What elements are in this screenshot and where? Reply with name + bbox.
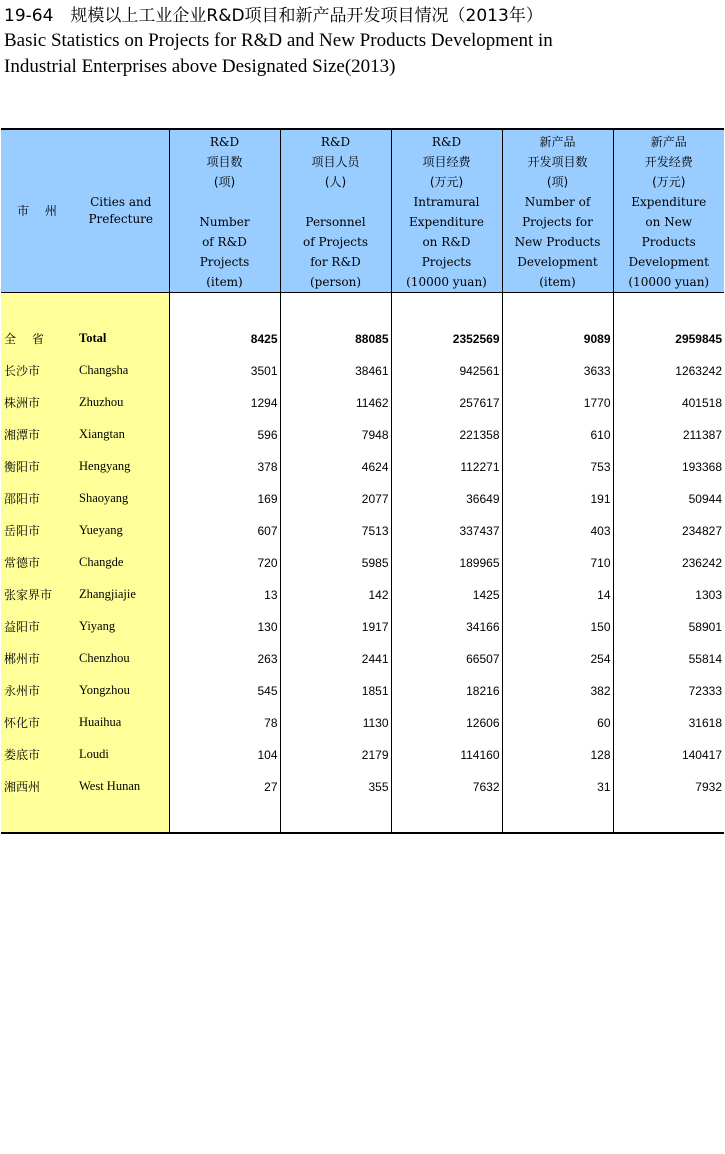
value-cell: 142	[280, 579, 391, 611]
value-cell: 403	[502, 515, 613, 547]
table-row	[1, 483, 724, 515]
area-name-cn: 郴州市	[4, 652, 41, 666]
table-body	[1, 293, 724, 833]
value-cell: 88085	[280, 323, 391, 355]
header-column-line: (person)	[310, 275, 361, 289]
header-column-line: (万元)	[652, 175, 686, 189]
area-name-en: Huaihua	[79, 715, 122, 729]
value-cell: 58901	[613, 611, 724, 643]
header-column-line: on R&D	[422, 235, 471, 249]
value-cell: 189965	[391, 547, 502, 579]
value-cell: 169	[169, 483, 280, 515]
value-cell: 1303	[613, 579, 724, 611]
value-cell: 60	[502, 707, 613, 739]
value-cell: 610	[502, 419, 613, 451]
header-row	[1, 129, 724, 293]
area-cell	[1, 707, 169, 739]
value-cell: 14	[502, 579, 613, 611]
header-area-en	[77, 194, 169, 228]
title-chinese: 19-64 规模以上工业企业R&D项目和新产品开发项目情况（2013年）	[4, 6, 543, 26]
value-cell: 11462	[280, 387, 391, 419]
header-area-cn: 市 州	[17, 204, 63, 218]
table-row	[1, 547, 724, 579]
header-area-en-line: Prefecture	[88, 212, 154, 226]
value-cell: 34166	[391, 611, 502, 643]
area-name-cn: 长沙市	[4, 364, 41, 378]
value-cell: 7948	[280, 419, 391, 451]
value-cell: 942561	[391, 355, 502, 387]
header-column-line: (item)	[539, 275, 576, 289]
value-cell: 382	[502, 675, 613, 707]
header-column-line: 开发经费	[644, 155, 693, 169]
area-cell	[1, 515, 169, 547]
value-cell: 128	[502, 739, 613, 771]
total-row	[1, 323, 724, 355]
header-column-line: Development	[628, 255, 709, 269]
area-name-cn: 株洲市	[4, 396, 41, 410]
header-column-line: Personnel	[305, 215, 366, 229]
area-name-cn: 娄底市	[4, 748, 41, 762]
area-name-cn: 张家界市	[4, 588, 53, 602]
value-cell: 607	[169, 515, 280, 547]
header-column-line: for R&D	[310, 255, 361, 269]
area-name-cn: 衡阳市	[4, 460, 41, 474]
area-name-en: Hengyang	[79, 459, 131, 473]
area-name-en: Chenzhou	[79, 651, 130, 665]
value-cell: 545	[169, 675, 280, 707]
value-cell: 7932	[613, 771, 724, 803]
value-cell: 9089	[502, 323, 613, 355]
header-column-line: (10000 yuan)	[406, 275, 487, 289]
value-cell: 1917	[280, 611, 391, 643]
header-column-line: (人)	[324, 175, 347, 189]
table-row	[1, 707, 724, 739]
header-column-line: of Projects	[302, 235, 369, 249]
area-name-en: Changsha	[79, 363, 129, 377]
value-cell: 236242	[613, 547, 724, 579]
value-cell: 66507	[391, 643, 502, 675]
header-column-line: Number of	[524, 195, 591, 209]
value-cell: 18216	[391, 675, 502, 707]
area-cell	[1, 643, 169, 675]
value-cell: 1130	[280, 707, 391, 739]
value-cell: 720	[169, 547, 280, 579]
table-row	[1, 579, 724, 611]
value-cell: 31618	[613, 707, 724, 739]
title-english-line-2: Industrial Enterprises above Designated Size(2013)	[4, 56, 396, 77]
value-cell: 55814	[613, 643, 724, 675]
area-name-cn: 湘潭市	[4, 428, 41, 442]
area-name-cn: 湘西州	[4, 780, 41, 794]
value-cell: 12606	[391, 707, 502, 739]
table-row	[1, 387, 724, 419]
value-cell: 211387	[613, 419, 724, 451]
area-name-cn: 全 省	[4, 332, 50, 346]
table-row	[1, 355, 724, 387]
area-name-en: Zhuzhou	[79, 395, 124, 409]
header-column-line: (项)	[546, 175, 569, 189]
value-cell: 191	[502, 483, 613, 515]
value-cell: 2179	[280, 739, 391, 771]
area-name-en: Shaoyang	[79, 491, 129, 505]
header-column-line	[281, 192, 391, 212]
header-column-line: (10000 yuan)	[628, 275, 710, 289]
title-block	[4, 4, 720, 80]
value-cell: 1770	[502, 387, 613, 419]
area-name-en: Yueyang	[79, 523, 123, 537]
value-cell: 3501	[169, 355, 280, 387]
value-cell: 1294	[169, 387, 280, 419]
value-cell: 1851	[280, 675, 391, 707]
header-column-line: 项目经费	[422, 155, 471, 169]
table-row	[1, 771, 724, 803]
spacer-row	[1, 293, 724, 323]
area-cell	[1, 419, 169, 451]
value-cell: 234827	[613, 515, 724, 547]
area-name-cn: 益阳市	[4, 620, 41, 634]
value-cell: 263	[169, 643, 280, 675]
header-column-line: on New	[645, 215, 693, 229]
area-cell	[1, 483, 169, 515]
table-row	[1, 419, 724, 451]
header-column-line: (万元)	[429, 175, 464, 189]
area-name-en: Changde	[79, 555, 124, 569]
area-cell	[1, 451, 169, 483]
value-cell: 50944	[613, 483, 724, 515]
value-cell: 221358	[391, 419, 502, 451]
value-cell: 3633	[502, 355, 613, 387]
header-column-line: 新产品	[650, 135, 687, 149]
area-name-cn: 永州市	[4, 684, 41, 698]
header-column-line: R&D	[431, 135, 462, 149]
value-cell: 337437	[391, 515, 502, 547]
area-name-en: Total	[79, 331, 107, 345]
table-row	[1, 739, 724, 771]
header-column-line: of R&D	[202, 235, 247, 249]
value-cell: 378	[169, 451, 280, 483]
value-cell: 1425	[391, 579, 502, 611]
header-column-5	[613, 129, 724, 293]
value-cell: 193368	[613, 451, 724, 483]
value-cell: 254	[502, 643, 613, 675]
value-cell: 150	[502, 611, 613, 643]
value-cell: 2441	[280, 643, 391, 675]
title-english-line-1: Basic Statistics on Projects for R&D and New Products Development in	[4, 30, 553, 51]
value-cell: 5985	[280, 547, 391, 579]
value-cell: 27	[169, 771, 280, 803]
table-row	[1, 611, 724, 643]
value-cell: 38461	[280, 355, 391, 387]
header-column-line: New Products	[514, 235, 601, 249]
table-row	[1, 515, 724, 547]
spacer-row	[1, 803, 724, 833]
area-name-en: Yiyang	[79, 619, 116, 633]
value-cell: 7632	[391, 771, 502, 803]
value-cell: 2959845	[613, 323, 724, 355]
area-name-cn: 岳阳市	[4, 524, 41, 538]
area-cell	[1, 771, 169, 803]
value-cell: 114160	[391, 739, 502, 771]
area-name-en: Zhangjiajie	[79, 587, 136, 601]
header-column-line: Projects for	[522, 215, 593, 229]
header-column-line: 项目人员	[311, 155, 360, 169]
area-name-cn: 常德市	[4, 556, 41, 570]
area-name-en: Yongzhou	[79, 683, 130, 697]
value-cell: 104	[169, 739, 280, 771]
area-cell	[1, 355, 169, 387]
header-area-en-line: Cities and	[90, 195, 152, 209]
header-column-line: (项)	[213, 175, 236, 189]
header-column-line: 新产品	[539, 135, 576, 149]
statistics-table	[1, 128, 724, 834]
area-name-en: Loudi	[79, 747, 109, 761]
value-cell: 596	[169, 419, 280, 451]
value-cell: 8425	[169, 323, 280, 355]
header-area	[1, 129, 169, 293]
value-cell: 7513	[280, 515, 391, 547]
header-column-4	[502, 129, 613, 293]
value-cell: 13	[169, 579, 280, 611]
area-name-cn: 怀化市	[4, 716, 41, 730]
table-row	[1, 643, 724, 675]
table-row	[1, 451, 724, 483]
area-cell	[1, 675, 169, 707]
header-column-line: Expenditure	[409, 215, 484, 229]
header-column-line: R&D	[209, 135, 240, 149]
value-cell: 112271	[391, 451, 502, 483]
value-cell: 130	[169, 611, 280, 643]
area-name-en: West Hunan	[79, 779, 141, 793]
area-cell	[1, 547, 169, 579]
header-column-3	[391, 129, 502, 293]
area-name-en: Xiangtan	[79, 427, 125, 441]
table-row	[1, 675, 724, 707]
header-column-line: (item)	[206, 275, 243, 289]
header-column-line: R&D	[320, 135, 351, 149]
header-column-line: 项目数	[206, 155, 243, 169]
header-column-line: Projects	[421, 255, 472, 269]
header-column-1	[169, 129, 280, 293]
value-cell: 2077	[280, 483, 391, 515]
value-cell: 1263242	[613, 355, 724, 387]
value-cell: 355	[280, 771, 391, 803]
table-header	[1, 129, 724, 293]
header-column-2	[280, 129, 391, 293]
header-column-line	[170, 192, 280, 212]
area-cell	[1, 579, 169, 611]
header-column-line: 开发项目数	[527, 155, 588, 169]
header-column-line: Products	[641, 235, 696, 249]
area-cell	[1, 323, 169, 355]
header-column-line: Development	[517, 255, 598, 269]
value-cell: 710	[502, 547, 613, 579]
header-column-line: Intramural	[413, 195, 480, 209]
area-cell	[1, 387, 169, 419]
area-name-cn: 邵阳市	[4, 492, 41, 506]
value-cell: 2352569	[391, 323, 502, 355]
value-cell: 31	[502, 771, 613, 803]
value-cell: 140417	[613, 739, 724, 771]
value-cell: 257617	[391, 387, 502, 419]
value-cell: 78	[169, 707, 280, 739]
area-cell	[1, 611, 169, 643]
header-column-line: Projects	[199, 255, 250, 269]
value-cell: 36649	[391, 483, 502, 515]
value-cell: 753	[502, 451, 613, 483]
area-cell	[1, 739, 169, 771]
value-cell: 4624	[280, 451, 391, 483]
header-column-line: Expenditure	[631, 195, 707, 209]
value-cell: 401518	[613, 387, 724, 419]
value-cell: 72333	[613, 675, 724, 707]
header-column-line: Number	[199, 215, 250, 229]
